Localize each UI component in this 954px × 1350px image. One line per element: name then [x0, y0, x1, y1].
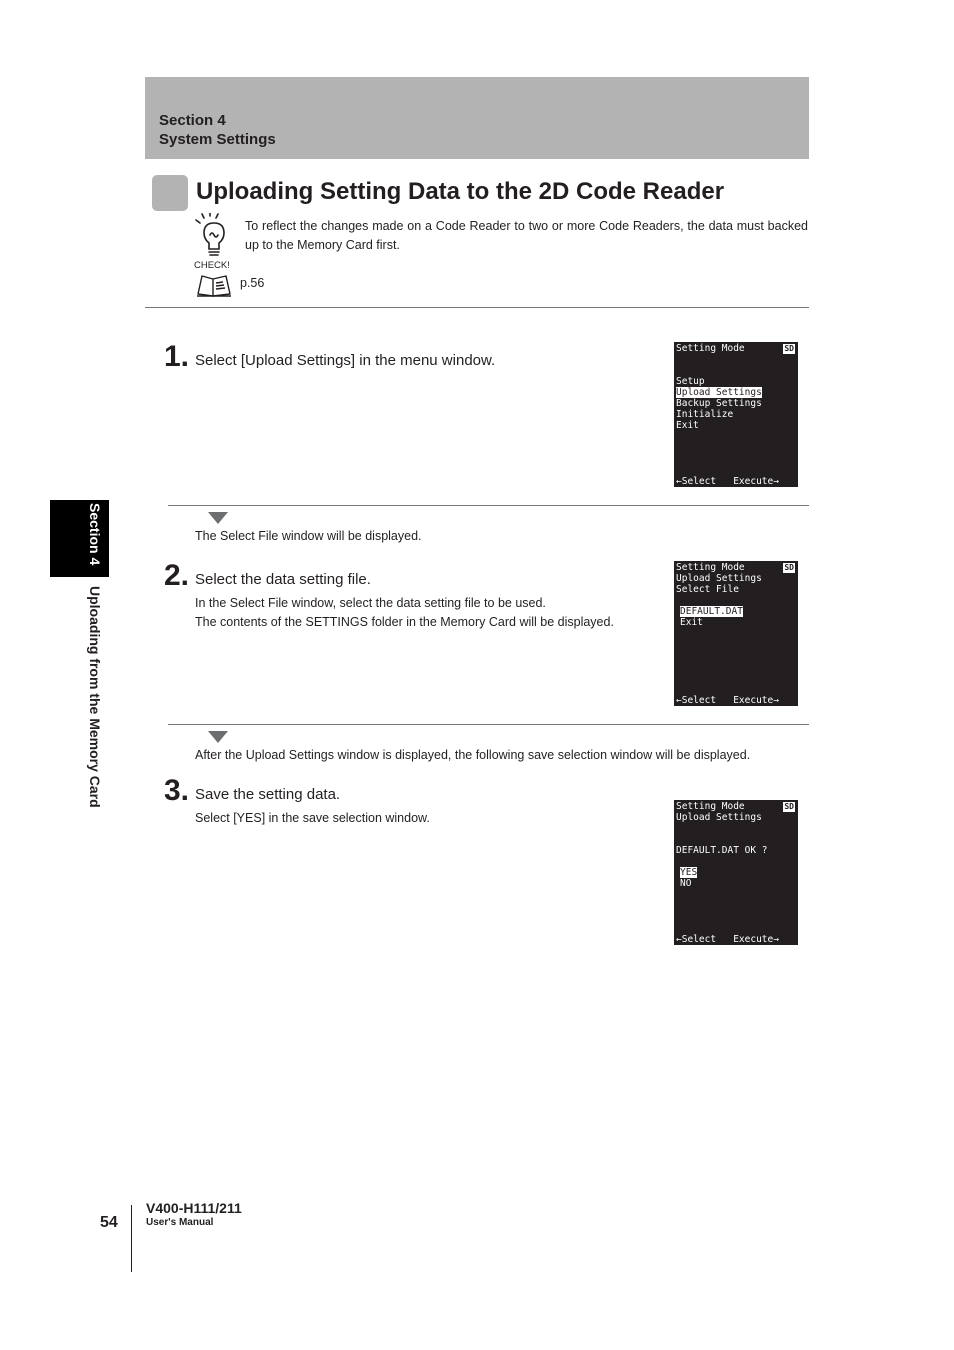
manual-label: User's Manual: [146, 1217, 214, 1228]
side-chapter-label: Uploading from the Memory Card: [87, 586, 103, 808]
sd-badge: SD: [784, 344, 794, 353]
step-3-heading: Save the setting data.: [195, 786, 341, 803]
step-2-desc-2: The contents of the SETTINGS folder in the Memory Card will be displayed.: [195, 615, 614, 629]
side-section-label: Section 4: [87, 503, 103, 566]
footer-divider: [131, 1205, 132, 1272]
step-2-screen: [674, 561, 798, 706]
screen-subtitle: Upload Settings: [676, 812, 762, 823]
section-title: System Settings: [159, 131, 276, 148]
option-no[interactable]: NO: [680, 878, 692, 889]
sd-badge: SD: [784, 802, 794, 811]
step-3-screen: [674, 800, 798, 945]
step-2-result: After the Upload Settings window is displayed, the following save selection window will be displayed.: [195, 748, 751, 762]
screen-subtitle-2: Select File: [676, 584, 739, 595]
file-option-exit[interactable]: Exit: [680, 617, 703, 628]
step-2-heading: Select the data setting file.: [195, 571, 371, 588]
step-1-result: The Select File window will be displayed.: [195, 529, 422, 543]
screen-footer: ←Select Execute→: [676, 476, 779, 487]
step-1-screen: [674, 342, 798, 487]
screen-subtitle: Upload Settings: [676, 573, 762, 584]
check-note: To reflect the changes made on a Code Reader to two or more Code Readers, the data must backed up to the Memory Card first.: [245, 219, 808, 252]
title-divider: [145, 307, 809, 308]
step-2-number: 2.: [164, 559, 190, 592]
section-number: Section 4: [159, 112, 226, 129]
file-option-default[interactable]: DEFAULT.DAT: [680, 606, 743, 617]
menu-item-setup[interactable]: Setup: [676, 376, 705, 387]
menu-item-exit[interactable]: Exit: [676, 420, 699, 431]
screen-footer: ←Select Execute→: [676, 695, 779, 706]
title-marker: [152, 175, 188, 211]
screen-footer: ←Select Execute→: [676, 934, 779, 945]
step-1-divider: [168, 505, 809, 506]
step-2-desc-1: In the Select File window, select the data setting file to be used.: [195, 596, 546, 610]
page-number: 54: [100, 1214, 118, 1231]
step-3-desc: Select [YES] in the save selection window.: [195, 811, 430, 825]
menu-item-backup-settings[interactable]: Backup Settings: [676, 398, 762, 409]
save-question: DEFAULT.DAT OK ?: [676, 845, 768, 856]
screen-title: Setting Mode: [676, 562, 745, 573]
screen-title: Setting Mode: [676, 343, 745, 354]
section-header: [145, 77, 809, 159]
check-label: CHECK!: [194, 260, 230, 271]
step-3-number: 3.: [164, 774, 190, 807]
option-yes[interactable]: YES: [680, 867, 698, 878]
sd-badge: SD: [784, 563, 794, 572]
model-name: V400-H111/211: [146, 1200, 242, 1216]
book-icon: [196, 273, 232, 302]
step-1-heading: Select [Upload Settings] in the menu window.: [195, 352, 496, 369]
arrow-down-icon: [208, 731, 228, 743]
reference-link[interactable]: p.56: [240, 276, 265, 290]
screen-title: Setting Mode: [676, 801, 745, 812]
step-1-number: 1.: [164, 340, 190, 373]
arrow-down-icon: [208, 512, 228, 524]
menu-item-initialize[interactable]: Initialize: [676, 409, 734, 420]
page-title: Uploading Setting Data to the 2D Code Reader: [196, 178, 725, 205]
step-2-divider: [168, 724, 809, 725]
menu-item-upload-settings[interactable]: Upload Settings: [676, 387, 762, 398]
